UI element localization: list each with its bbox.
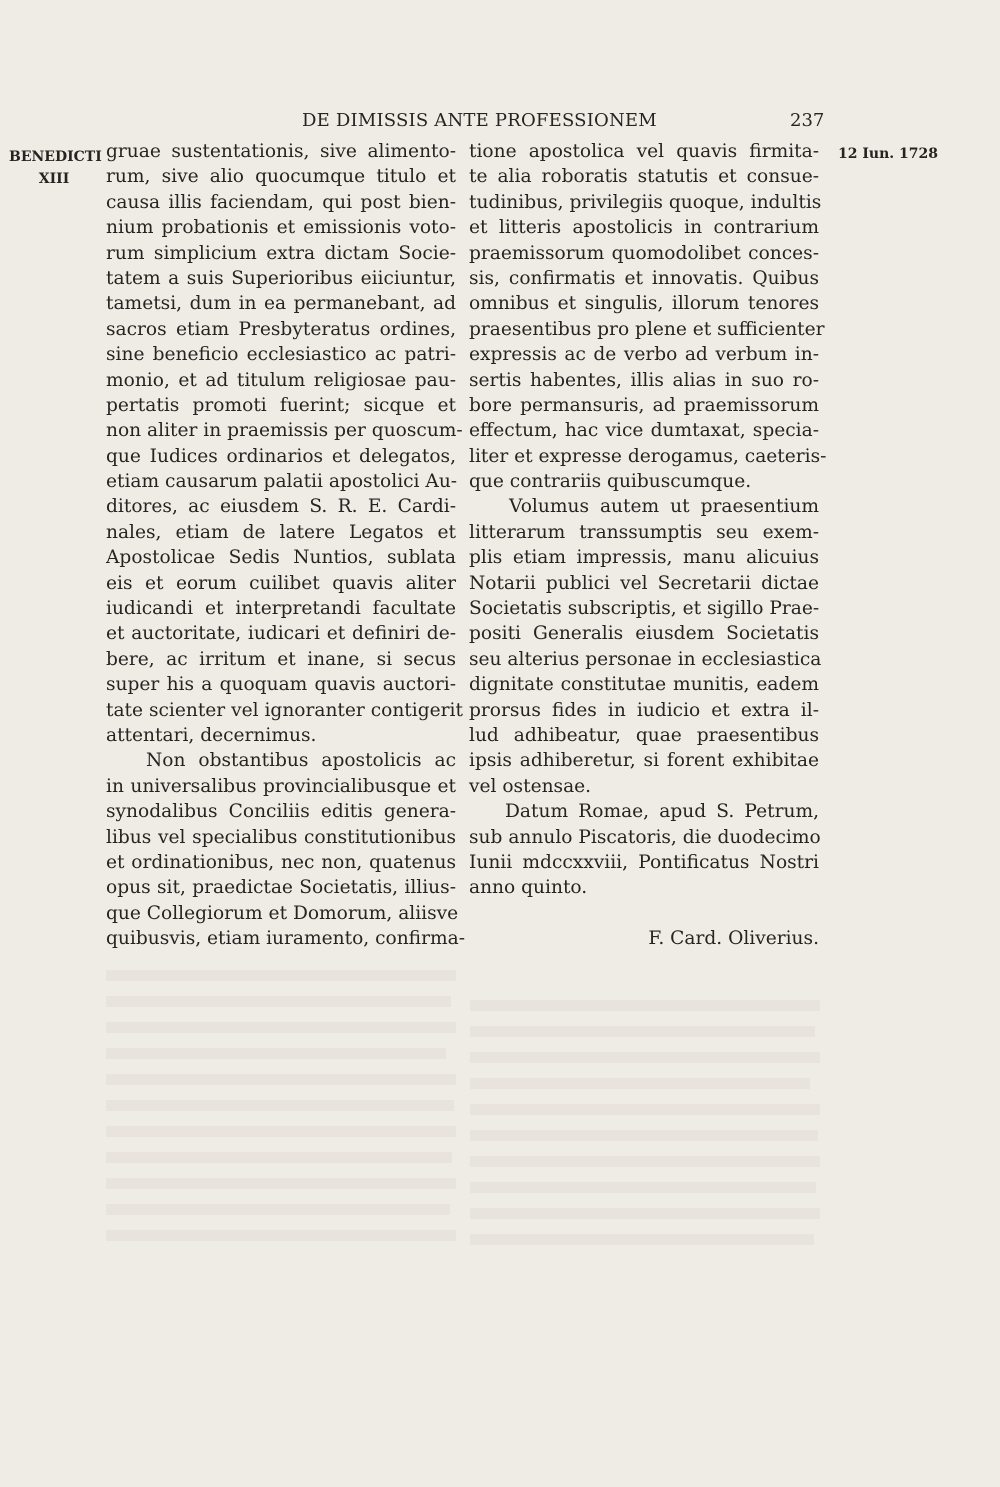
paragraph-start-line: Volumus autem ut praesentium xyxy=(509,496,819,518)
paragraph-end-line: anno quinto. xyxy=(469,877,588,899)
margin-note-date: 12 Iun. 1728 xyxy=(838,146,938,162)
text-line: prorsus fides in iudicio et extra il- xyxy=(469,699,819,721)
text-line: in universalibus provincialibusque et xyxy=(106,775,456,797)
text-line: Apostolicae Sedis Nuntios, sublata xyxy=(106,547,456,569)
text-line: lud adhibeatur, quae praesentibus xyxy=(469,724,819,746)
text-line: ditores, ac eiusdem S. R. E. Cardi- xyxy=(106,496,456,518)
text-line: sis, confirmatis et innovatis. Quibus xyxy=(469,267,819,289)
text-line: nales, etiam de latere Legatos et xyxy=(106,521,456,543)
signature-line: F. Card. Oliverius. xyxy=(648,928,819,950)
text-line: opus sit, praedictae Societatis, illius- xyxy=(106,877,456,899)
paragraph-end-line: attentari, decernimus. xyxy=(106,724,317,746)
text-line: eis et eorum cuilibet quavis aliter xyxy=(106,572,456,594)
text-line: et auctoritate, iudicari et definiri de- xyxy=(106,623,456,645)
text-line: sub annulo Piscatoris, die duodecimo xyxy=(469,826,821,848)
text-line: bere, ac irritum et inane, si secus xyxy=(106,648,456,670)
text-line: pertatis promoti fuerint; sicque et xyxy=(106,394,456,416)
text-line: et ordinationibus, nec non, quatenus xyxy=(106,851,456,873)
text-line: nium probationis et emissionis voto- xyxy=(106,217,456,239)
text-line: rum simplicium extra dictam Socie- xyxy=(106,242,456,264)
text-line: tudinibus, privilegiis quoque, indultis xyxy=(469,191,822,213)
left-text-column xyxy=(106,139,465,952)
paragraph-end-line: que contrariis quibuscumque. xyxy=(469,471,752,493)
text-line: tametsi, dum in ea permanebant, ad xyxy=(106,293,456,315)
text-line: liter et expresse derogamus, caeteris- xyxy=(469,445,827,467)
text-line: expressis ac de verbo ad verbum in- xyxy=(469,344,819,366)
text-line: effectum, hac vice dumtaxat, specia- xyxy=(469,420,819,442)
text-line: super his a quoquam quavis auctori- xyxy=(106,674,456,696)
blank-line xyxy=(469,901,819,926)
page-number: 237 xyxy=(790,110,825,131)
text-line: libus vel specialibus constitutionibus xyxy=(106,826,456,848)
text-line: tate scienter vel ignoranter contigerit xyxy=(106,699,463,721)
text-line: non aliter in praemissis per quoscum- xyxy=(106,420,463,442)
text-line: causa illis faciendam, qui post bien- xyxy=(106,191,456,213)
text-line: bore permansuris, ad praemissorum xyxy=(469,394,819,416)
text-line: sacros etiam Presbyteratus ordines, xyxy=(106,318,456,340)
text-line: praemissorum quomodolibet conces- xyxy=(469,242,819,264)
paragraph-start-line: Datum Romae, apud S. Petrum, xyxy=(505,801,819,823)
text-line: sine beneficio ecclesiastico ac patri- xyxy=(106,344,456,366)
text-line: positi Generalis eiusdem Societatis xyxy=(469,623,819,645)
text-line: dignitate constitutae munitis, eadem xyxy=(469,674,819,696)
text-line: Notarii publici vel Secretarii dictae xyxy=(469,572,819,594)
text-line: litterarum transsumptis seu exem- xyxy=(469,521,819,543)
paragraph-start-line: Non obstantibus apostolicis ac xyxy=(146,750,456,772)
text-line: Iunii mdccxxviii, Pontificatus Nostri xyxy=(469,851,819,873)
text-line: Societatis subscriptis, et sigillo Prae- xyxy=(469,598,820,620)
right-text-column xyxy=(469,139,827,952)
text-line: tione apostolica vel quavis firmita- xyxy=(469,141,819,162)
text-line: gruae sustentationis, sive alimento- xyxy=(106,141,456,162)
margin-note-line: BENEDICTI xyxy=(9,149,102,165)
text-line: monio, et ad titulum religiosae pau- xyxy=(106,369,456,391)
running-head: DE DIMISSIS ANTE PROFESSIONEM xyxy=(302,110,657,131)
margin-note-pope xyxy=(9,146,102,190)
text-line: que Collegiorum et Domorum, aliisve xyxy=(106,902,459,924)
text-line: sertis habentes, illis alias in suo ro- xyxy=(469,369,819,391)
text-line: ipsis adhiberetur, si forent exhibitae xyxy=(469,750,819,772)
text-line: plis etiam impressis, manu alicuius xyxy=(469,547,819,569)
text-line: iudicandi et interpretandi facultate xyxy=(106,598,456,620)
margin-note-line: XIII xyxy=(38,171,70,187)
text-line: que Iudices ordinarios et delegatos, xyxy=(106,445,456,467)
text-line: synodalibus Conciliis editis genera- xyxy=(106,801,456,823)
text-line: praesentibus pro plene et sufficienter xyxy=(469,318,825,340)
text-line: et litteris apostolicis in contrarium xyxy=(469,217,819,239)
text-line: etiam causarum palatii apostolici Au- xyxy=(106,471,458,493)
text-line: tatem a suis Superioribus eiiciuntur, xyxy=(106,267,456,289)
text-line: seu alterius personae in ecclesiastica xyxy=(469,648,822,670)
text-line: quibusvis, etiam iuramento, confirma- xyxy=(106,928,465,950)
text-line: rum, sive alio quocumque titulo et xyxy=(106,166,456,188)
text-line: omnibus et singulis, illorum tenores xyxy=(469,293,819,315)
paragraph-end-line: vel ostensae. xyxy=(469,775,592,797)
text-line: te alia roboratis statutis et consue- xyxy=(469,166,819,188)
